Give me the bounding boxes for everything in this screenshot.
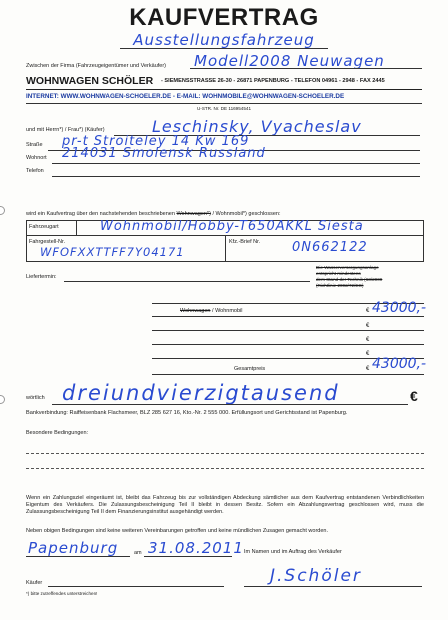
- conditions-line-2: [26, 468, 424, 469]
- company-name: WOHNWAGEN SCHÖLER: [26, 75, 154, 87]
- phone-line: [52, 176, 420, 177]
- model-line: [190, 68, 422, 69]
- words-currency: €: [410, 388, 418, 404]
- price-row-1-currency: €: [366, 308, 370, 314]
- internet-rule: [26, 103, 422, 104]
- conditions-label: Besondere Bedingungen:: [26, 430, 89, 436]
- footnote: *) bitte zutreffendes unterstreichen!: [26, 591, 98, 596]
- between-label: Zwischen der Firma (Fahrzeugeigentümer und Verkäufer): [26, 63, 167, 69]
- kfz-label: Kfz.-Brief Nr.: [229, 239, 261, 245]
- model-handwritten: Modell2008 Neuwagen: [194, 52, 385, 70]
- buyer-sign-label: Käufer: [26, 580, 43, 586]
- punch-hole-top: [0, 206, 5, 215]
- total-currency: €: [366, 366, 370, 372]
- seller-signature: J.Schöler: [270, 566, 362, 586]
- subtitle-handwritten: Ausstellungsfahrzeug: [133, 31, 315, 49]
- vehicle-type-label: Fahrzeugart: [29, 224, 59, 230]
- bank-details: Bankverbindung: Raiffeisenbank Flachsmeer, BLZ 285 627 16, Kto.-Nr. 2 555 000. Erfüllungsort und Gerichtsstand ist Papenburg.: [26, 410, 348, 416]
- date-label: am: [134, 550, 142, 556]
- price-row-1-line: [152, 316, 424, 317]
- price-row-1-label: Wohnwagen / Wohnmobil: [180, 308, 243, 314]
- place-value: Papenburg: [28, 539, 119, 557]
- contract-intro: wird ein Kaufvertrag über den nachstehenden beschriebenen Wohnwagen*) / Wohnmobil*) geschlossen:: [26, 211, 281, 217]
- delivery-line: [64, 281, 310, 282]
- ust-number: U-STR. Nr. DE 116954541: [196, 106, 252, 111]
- water-notice: Die Wasserversorgungsanlage entspricht mindestens dem Stand der Technik (63/2009 (Richtlinie 2002/72/EG): [316, 265, 383, 288]
- city-line: [52, 163, 420, 164]
- punch-hole-bottom: [0, 395, 5, 404]
- kfz-value: 0N662122: [292, 240, 368, 255]
- total-value: 43000,-: [372, 356, 427, 372]
- place-line: [26, 556, 130, 557]
- price-row-1-value: 43000,-: [372, 300, 427, 316]
- phone-label: Telefon: [26, 168, 44, 174]
- total-line: [152, 374, 424, 375]
- buyer-name: Leschinsky, Vyacheslav: [152, 117, 362, 136]
- vehicle-type-sep: [76, 220, 77, 235]
- total-label: Gesamtpreis: [234, 366, 266, 372]
- buyer-city: 214031 Smolensk Russland: [62, 146, 266, 161]
- internet-line: INTERNET: WWW.WOHNWAGEN-SCHOELER.DE - E-MAIL: WOHNMOBILE@WOHNWAGEN-SCHOELER.DE: [26, 93, 345, 100]
- chassis-label: Fahrgestell-Nr.: [29, 239, 66, 245]
- chassis-value: WFOFXXTTFF7Y04171: [40, 245, 185, 259]
- company-address: - SIEMENSSTRASSE 26-30 - 26871 PAPENBURG - TELEFON 04961 - 2948 - FAX 2445: [161, 78, 385, 84]
- words-value: dreiundvierzigtausend: [62, 381, 340, 405]
- words-line: [52, 404, 408, 405]
- document-title: KAUFVERTRAG: [129, 4, 319, 31]
- city-label: Wohnort: [26, 155, 47, 161]
- price-row-3-line: [152, 344, 424, 345]
- vehicle-type-value: Wohnmobil/Hobby-T650AKKL Siesta: [100, 219, 364, 234]
- price-row-4-currency: €: [366, 351, 370, 357]
- price-row-2-line: [152, 330, 424, 331]
- price-row-3-currency: €: [366, 337, 370, 343]
- on-behalf-label: Im Namen und im Auftrag des Verkäufer: [244, 549, 342, 555]
- buyer-street: pr-t Stroiteley 14 Kw 169: [62, 134, 250, 149]
- price-row-2-currency: €: [366, 323, 370, 329]
- company-rule: [26, 89, 422, 90]
- date-value: 31.08.2011: [148, 539, 244, 557]
- buyer-intro-label: und mit Herrn*) / Frau*) (Käufer): [26, 127, 105, 133]
- delivery-label: Liefertermin:: [26, 274, 57, 280]
- buyer-sign-line: [48, 586, 224, 587]
- legal-no-agreements: Neben obigen Bedingungen sind keine weiteren Vereinbarungen getroffen und keine mündlichen Zusagen gemacht worden.: [26, 528, 329, 534]
- seller-sign-line: [244, 586, 422, 587]
- words-label: wörtlich: [26, 395, 45, 401]
- subtitle-line: [120, 48, 328, 49]
- chassis-sep: [225, 235, 226, 262]
- date-line: [144, 556, 232, 557]
- conditions-line-1: [26, 453, 424, 454]
- legal-paragraph: Wenn ein Zahlungsziel eingeräumt ist, bleibt das Fahrzeug bis zur vollständigen Abdeckung sämtlicher aus dem Kaufvertrag entstandenen Verbindlichkeiten Eigentum des Verkäufers. Die Zulassungsbescheinigung Teil II bleibt in dessen Besitz. Sofern ein Abzahlungsvertrag geschlossen wird, muss die Zulassungsbescheinigung Teil II dem Finanzierungsinstitut ausgehändigt werden.: [26, 495, 424, 516]
- street-label: Straße: [26, 142, 43, 148]
